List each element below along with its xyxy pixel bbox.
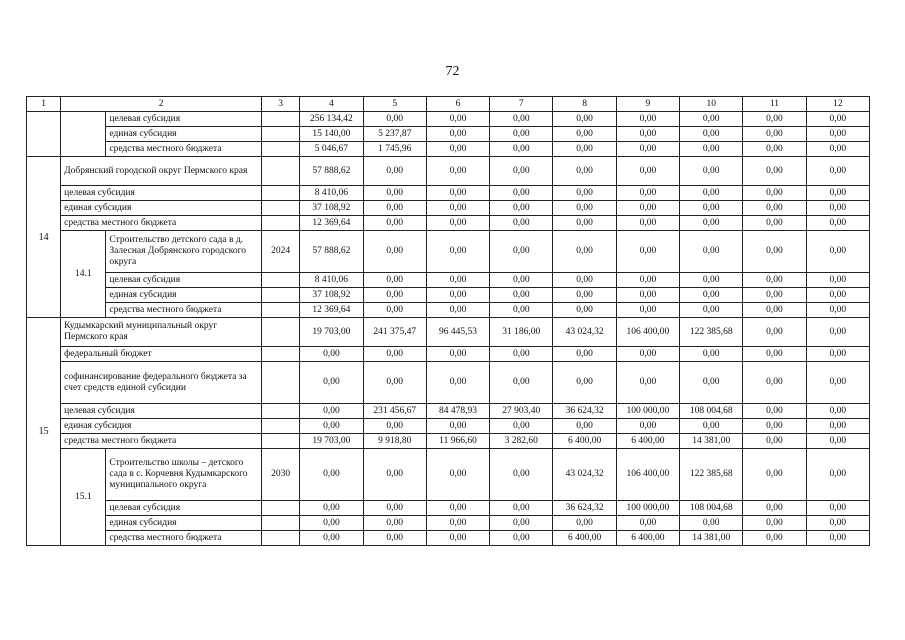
value-cell: 106 400,00	[616, 318, 679, 347]
table-row	[27, 127, 870, 142]
table-row	[27, 362, 870, 404]
header-cell: 1	[27, 97, 61, 112]
row-label: средства местного бюджета	[106, 531, 262, 546]
value-cell: 0,00	[806, 273, 869, 288]
row-label: средства местного бюджета	[106, 142, 262, 157]
value-cell: 0,00	[553, 186, 616, 201]
value-cell: 0,00	[616, 186, 679, 201]
year-cell	[262, 142, 300, 157]
value-cell: 0,00	[553, 231, 616, 273]
value-cell: 108 004,68	[680, 501, 743, 516]
value-cell: 27 903,40	[490, 404, 553, 419]
header-row	[27, 97, 870, 112]
row-label: Строительство школы – детского сада в с. Корчевня Кудымкарского муниципального округа	[106, 449, 262, 501]
value-cell: 0,00	[426, 516, 489, 531]
header-cell: 5	[363, 97, 426, 112]
value-cell: 0,00	[490, 201, 553, 216]
table-row	[27, 216, 870, 231]
value-cell: 0,00	[363, 303, 426, 318]
header-cell: 4	[300, 97, 363, 112]
year-cell	[262, 362, 300, 404]
value-cell: 0,00	[616, 127, 679, 142]
value-cell: 0,00	[490, 142, 553, 157]
value-cell: 0,00	[806, 501, 869, 516]
value-cell: 0,00	[553, 216, 616, 231]
table-row	[27, 273, 870, 288]
value-cell: 57 888,62	[300, 157, 363, 186]
year-cell	[262, 404, 300, 419]
page-number: 72	[445, 64, 460, 79]
value-cell: 43 024,32	[553, 449, 616, 501]
value-cell: 96 445,53	[426, 318, 489, 347]
value-cell: 8 410,06	[300, 273, 363, 288]
value-cell: 0,00	[363, 112, 426, 127]
value-cell: 0,00	[806, 231, 869, 273]
year-cell: 2030	[262, 449, 300, 501]
value-cell: 0,00	[490, 127, 553, 142]
value-cell: 0,00	[363, 288, 426, 303]
value-cell: 0,00	[680, 201, 743, 216]
value-cell: 0,00	[743, 347, 806, 362]
value-cell: 0,00	[680, 142, 743, 157]
value-cell: 0,00	[300, 419, 363, 434]
value-cell: 122 385,68	[680, 318, 743, 347]
value-cell: 0,00	[426, 531, 489, 546]
table-row	[27, 404, 870, 419]
value-cell: 0,00	[616, 112, 679, 127]
year-cell	[262, 112, 300, 127]
value-cell: 0,00	[490, 362, 553, 404]
value-cell: 0,00	[616, 303, 679, 318]
year-cell	[262, 127, 300, 142]
value-cell: 0,00	[616, 347, 679, 362]
group-number-cell	[27, 112, 61, 157]
value-cell: 8 410,06	[300, 186, 363, 201]
value-cell: 100 000,00	[616, 404, 679, 419]
table-row	[27, 419, 870, 434]
row-label: средства местного бюджета	[61, 216, 262, 231]
value-cell: 0,00	[300, 501, 363, 516]
value-cell: 0,00	[426, 201, 489, 216]
year-cell	[262, 501, 300, 516]
sub-number-cell: 15.1	[61, 449, 106, 546]
value-cell: 0,00	[426, 303, 489, 318]
group-number-cell: 15	[27, 318, 61, 546]
value-cell: 0,00	[743, 127, 806, 142]
year-cell	[262, 186, 300, 201]
value-cell: 0,00	[426, 288, 489, 303]
value-cell: 0,00	[743, 201, 806, 216]
table-row	[27, 112, 870, 127]
header-cell: 2	[61, 97, 262, 112]
value-cell: 0,00	[490, 303, 553, 318]
value-cell: 0,00	[426, 142, 489, 157]
value-cell: 84 478,93	[426, 404, 489, 419]
value-cell: 0,00	[553, 142, 616, 157]
header-cell: 10	[680, 97, 743, 112]
header-cell: 7	[490, 97, 553, 112]
value-cell: 0,00	[553, 419, 616, 434]
value-cell: 0,00	[616, 231, 679, 273]
value-cell: 0,00	[743, 303, 806, 318]
value-cell: 0,00	[553, 516, 616, 531]
value-cell: 0,00	[553, 303, 616, 318]
value-cell: 1 745,96	[363, 142, 426, 157]
row-label: целевая субсидия	[106, 112, 262, 127]
value-cell: 0,00	[806, 531, 869, 546]
value-cell: 0,00	[426, 157, 489, 186]
value-cell: 0,00	[363, 362, 426, 404]
value-cell: 0,00	[490, 501, 553, 516]
value-cell: 0,00	[363, 531, 426, 546]
value-cell: 0,00	[743, 516, 806, 531]
header-cell: 9	[616, 97, 679, 112]
value-cell: 0,00	[363, 157, 426, 186]
table-row	[27, 449, 870, 501]
sub-number-cell: 14.1	[61, 231, 106, 318]
row-label: Кудымкарский муниципальный округ Пермского края	[61, 318, 262, 347]
value-cell: 100 000,00	[616, 501, 679, 516]
value-cell: 0,00	[490, 231, 553, 273]
value-cell: 0,00	[806, 516, 869, 531]
value-cell: 0,00	[363, 419, 426, 434]
row-label: средства местного бюджета	[61, 434, 262, 449]
table-row	[27, 303, 870, 318]
value-cell: 19 703,00	[300, 318, 363, 347]
header-cell: 8	[553, 97, 616, 112]
value-cell: 0,00	[743, 231, 806, 273]
group-number-cell: 14	[27, 157, 61, 318]
value-cell: 0,00	[680, 362, 743, 404]
value-cell: 0,00	[300, 531, 363, 546]
row-label: целевая субсидия	[106, 273, 262, 288]
value-cell: 0,00	[743, 157, 806, 186]
value-cell: 0,00	[553, 288, 616, 303]
value-cell: 0,00	[806, 216, 869, 231]
value-cell: 0,00	[743, 531, 806, 546]
value-cell: 31 186,00	[490, 318, 553, 347]
year-cell	[262, 434, 300, 449]
table-row	[27, 201, 870, 216]
year-cell	[262, 347, 300, 362]
table-row	[27, 288, 870, 303]
value-cell: 108 004,68	[680, 404, 743, 419]
value-cell: 0,00	[680, 216, 743, 231]
value-cell: 0,00	[490, 516, 553, 531]
table-row	[27, 318, 870, 347]
value-cell: 0,00	[490, 347, 553, 362]
row-label: единая субсидия	[106, 288, 262, 303]
value-cell: 0,00	[300, 347, 363, 362]
value-cell: 0,00	[743, 186, 806, 201]
year-cell	[262, 531, 300, 546]
year-cell	[262, 216, 300, 231]
year-cell	[262, 419, 300, 434]
value-cell: 0,00	[806, 303, 869, 318]
value-cell: 0,00	[806, 419, 869, 434]
value-cell: 5 046,67	[300, 142, 363, 157]
value-cell: 19 703,00	[300, 434, 363, 449]
value-cell: 0,00	[806, 404, 869, 419]
value-cell: 0,00	[806, 362, 869, 404]
value-cell: 0,00	[806, 347, 869, 362]
value-cell: 0,00	[680, 288, 743, 303]
value-cell: 57 888,62	[300, 231, 363, 273]
value-cell: 256 134,42	[300, 112, 363, 127]
value-cell: 3 282,60	[490, 434, 553, 449]
value-cell: 0,00	[680, 231, 743, 273]
value-cell: 0,00	[806, 201, 869, 216]
row-label: Добрянский городской округ Пермского края	[61, 157, 262, 186]
value-cell: 0,00	[426, 216, 489, 231]
year-cell	[262, 318, 300, 347]
value-cell: 0,00	[616, 362, 679, 404]
year-cell	[262, 516, 300, 531]
value-cell: 0,00	[490, 449, 553, 501]
value-cell: 0,00	[806, 186, 869, 201]
value-cell: 14 381,00	[680, 434, 743, 449]
value-cell: 0,00	[680, 127, 743, 142]
row-label: единая субсидия	[61, 419, 262, 434]
value-cell: 241 375,47	[363, 318, 426, 347]
value-cell: 0,00	[426, 231, 489, 273]
row-label: единая субсидия	[61, 201, 262, 216]
row-label: средства местного бюджета	[106, 303, 262, 318]
value-cell: 0,00	[680, 186, 743, 201]
value-cell: 0,00	[743, 318, 806, 347]
value-cell: 0,00	[806, 112, 869, 127]
value-cell: 0,00	[616, 201, 679, 216]
value-cell: 0,00	[363, 216, 426, 231]
value-cell: 0,00	[553, 362, 616, 404]
value-cell: 0,00	[490, 216, 553, 231]
value-cell: 6 400,00	[616, 434, 679, 449]
value-cell: 0,00	[616, 216, 679, 231]
row-label: единая субсидия	[106, 516, 262, 531]
year-cell	[262, 303, 300, 318]
value-cell: 6 400,00	[553, 434, 616, 449]
value-cell: 9 918,80	[363, 434, 426, 449]
row-label: целевая субсидия	[61, 404, 262, 419]
table-row	[27, 516, 870, 531]
header-cell: 6	[426, 97, 489, 112]
value-cell: 0,00	[743, 434, 806, 449]
value-cell: 0,00	[553, 347, 616, 362]
value-cell: 0,00	[806, 127, 869, 142]
header-cell: 11	[743, 97, 806, 112]
value-cell: 0,00	[743, 362, 806, 404]
value-cell: 0,00	[616, 142, 679, 157]
header-cell: 12	[806, 97, 869, 112]
year-cell	[262, 273, 300, 288]
value-cell: 0,00	[363, 186, 426, 201]
value-cell: 0,00	[743, 501, 806, 516]
value-cell: 0,00	[426, 273, 489, 288]
year-cell	[262, 288, 300, 303]
row-label: софинансирование федерального бюджета за счет средств единой субсидии	[61, 362, 262, 404]
value-cell: 0,00	[363, 273, 426, 288]
value-cell: 0,00	[806, 157, 869, 186]
value-cell: 0,00	[680, 347, 743, 362]
row-label: целевая субсидия	[106, 501, 262, 516]
header-cell: 3	[262, 97, 300, 112]
value-cell: 0,00	[806, 142, 869, 157]
value-cell: 0,00	[300, 362, 363, 404]
value-cell: 0,00	[490, 186, 553, 201]
table-row	[27, 434, 870, 449]
table-row	[27, 347, 870, 362]
value-cell: 0,00	[616, 157, 679, 186]
value-cell: 14 381,00	[680, 531, 743, 546]
value-cell: 0,00	[616, 273, 679, 288]
value-cell: 0,00	[680, 112, 743, 127]
value-cell: 106 400,00	[616, 449, 679, 501]
value-cell: 0,00	[490, 157, 553, 186]
value-cell: 122 385,68	[680, 449, 743, 501]
value-cell: 0,00	[743, 112, 806, 127]
value-cell: 0,00	[426, 419, 489, 434]
table-row	[27, 186, 870, 201]
value-cell: 0,00	[680, 419, 743, 434]
row-label: Строительство детского сада в д. Залесная Добрянского городского округа	[106, 231, 262, 273]
value-cell: 0,00	[806, 288, 869, 303]
sub-number-cell	[61, 112, 106, 157]
value-cell: 0,00	[616, 419, 679, 434]
year-cell	[262, 157, 300, 186]
value-cell: 0,00	[363, 501, 426, 516]
year-cell: 2024	[262, 231, 300, 273]
value-cell: 0,00	[426, 449, 489, 501]
value-cell: 0,00	[616, 288, 679, 303]
value-cell: 11 966,60	[426, 434, 489, 449]
value-cell: 0,00	[553, 157, 616, 186]
value-cell: 0,00	[553, 273, 616, 288]
value-cell: 0,00	[300, 449, 363, 501]
value-cell: 0,00	[743, 273, 806, 288]
value-cell: 0,00	[743, 449, 806, 501]
value-cell: 43 024,32	[553, 318, 616, 347]
budget-table	[26, 96, 870, 546]
value-cell: 15 140,00	[300, 127, 363, 142]
table-row	[27, 142, 870, 157]
value-cell: 36 624,32	[553, 501, 616, 516]
value-cell: 0,00	[363, 201, 426, 216]
value-cell: 0,00	[743, 419, 806, 434]
value-cell: 0,00	[363, 347, 426, 362]
value-cell: 0,00	[490, 531, 553, 546]
value-cell: 0,00	[363, 231, 426, 273]
value-cell: 0,00	[300, 516, 363, 531]
value-cell: 231 456,67	[363, 404, 426, 419]
value-cell: 0,00	[490, 112, 553, 127]
row-label: целевая субсидия	[61, 186, 262, 201]
value-cell: 0,00	[680, 303, 743, 318]
value-cell: 0,00	[300, 404, 363, 419]
value-cell: 12 369,64	[300, 303, 363, 318]
value-cell: 0,00	[680, 157, 743, 186]
value-cell: 0,00	[363, 449, 426, 501]
row-label: единая субсидия	[106, 127, 262, 142]
value-cell: 0,00	[743, 216, 806, 231]
value-cell: 0,00	[426, 127, 489, 142]
row-label: федеральный бюджет	[61, 347, 262, 362]
value-cell: 0,00	[806, 434, 869, 449]
value-cell: 0,00	[553, 112, 616, 127]
table-row	[27, 501, 870, 516]
value-cell: 36 624,32	[553, 404, 616, 419]
value-cell: 5 237,87	[363, 127, 426, 142]
value-cell: 0,00	[743, 288, 806, 303]
value-cell: 0,00	[490, 273, 553, 288]
value-cell: 37 108,92	[300, 288, 363, 303]
year-cell	[262, 201, 300, 216]
value-cell: 37 108,92	[300, 201, 363, 216]
value-cell: 0,00	[806, 449, 869, 501]
value-cell: 12 369,64	[300, 216, 363, 231]
value-cell: 0,00	[616, 516, 679, 531]
table-row	[27, 531, 870, 546]
value-cell: 0,00	[426, 362, 489, 404]
value-cell: 0,00	[490, 419, 553, 434]
value-cell: 0,00	[426, 186, 489, 201]
value-cell: 6 400,00	[553, 531, 616, 546]
value-cell: 0,00	[426, 112, 489, 127]
value-cell: 0,00	[680, 273, 743, 288]
table-row	[27, 231, 870, 273]
value-cell: 0,00	[426, 501, 489, 516]
value-cell: 6 400,00	[616, 531, 679, 546]
value-cell: 0,00	[363, 516, 426, 531]
value-cell: 0,00	[553, 127, 616, 142]
value-cell: 0,00	[743, 142, 806, 157]
value-cell: 0,00	[743, 404, 806, 419]
value-cell: 0,00	[490, 288, 553, 303]
value-cell: 0,00	[806, 318, 869, 347]
value-cell: 0,00	[426, 347, 489, 362]
table-row	[27, 157, 870, 186]
value-cell: 0,00	[553, 201, 616, 216]
value-cell: 0,00	[680, 516, 743, 531]
